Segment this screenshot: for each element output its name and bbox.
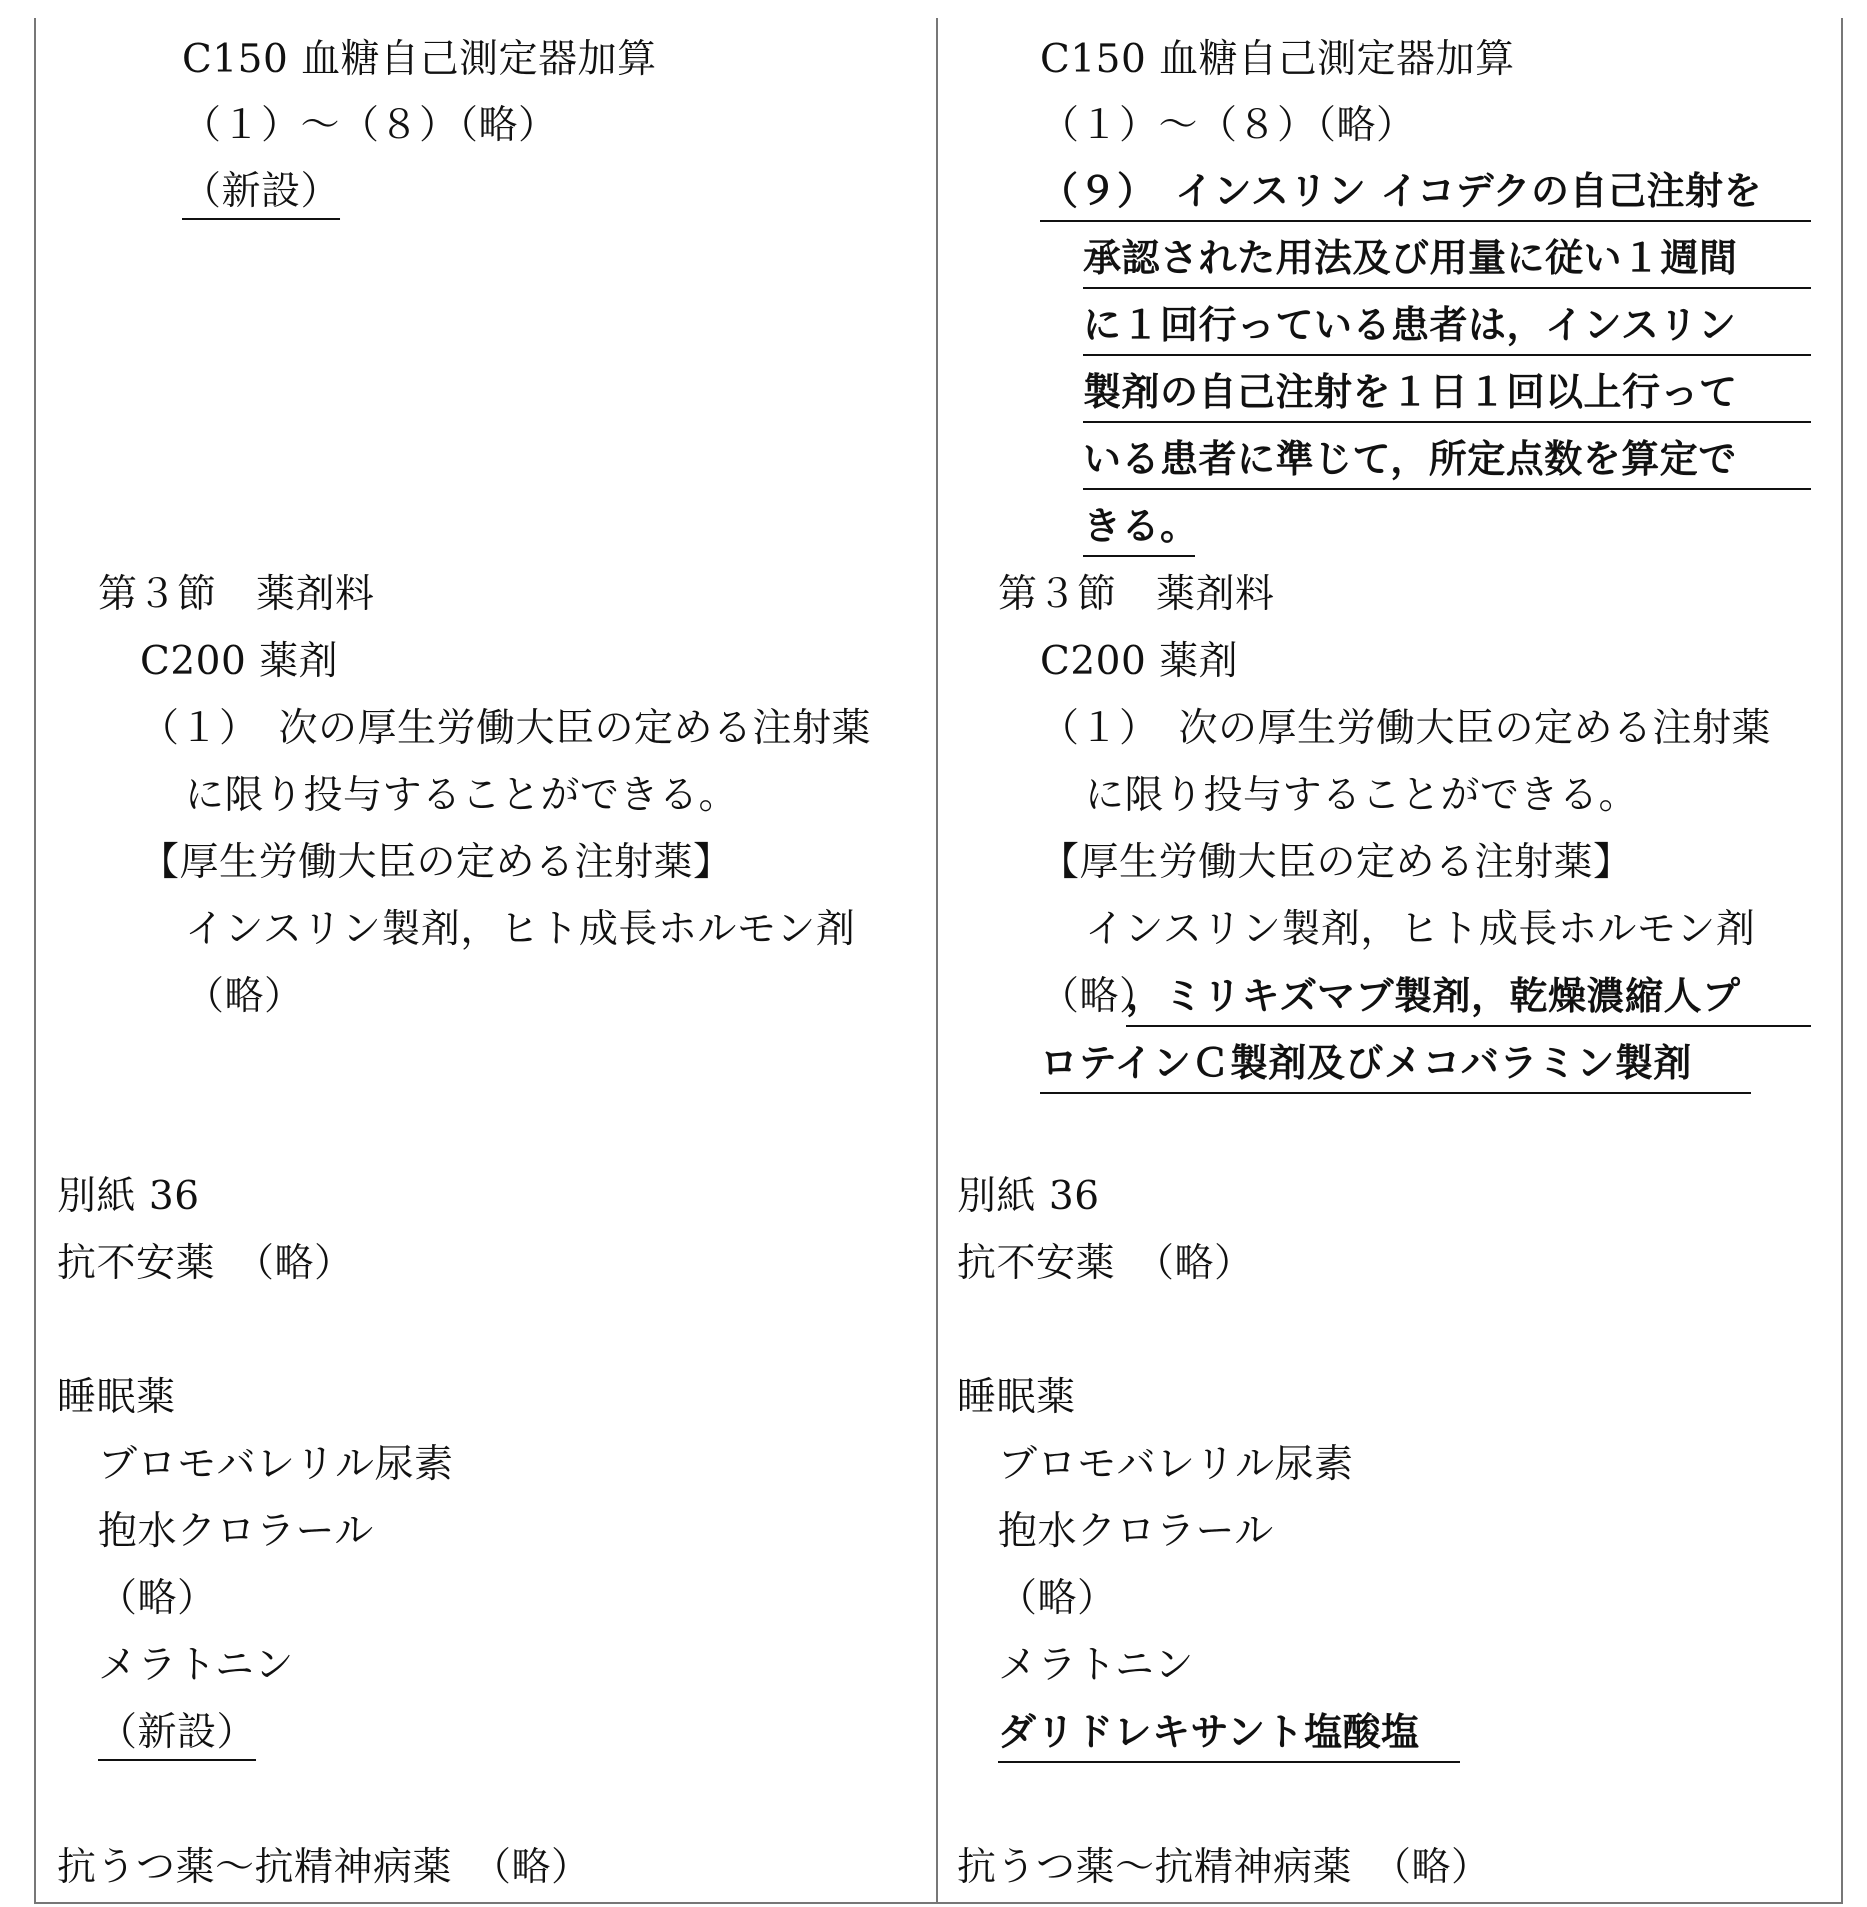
- right-c200-drugs-line3-new: ロテインＣ製剤及びメコバラミン製剤: [1040, 1041, 1692, 1085]
- right-c150-item9-line2: 承認された用法及び用量に従い１週間: [1083, 236, 1738, 280]
- right-hypnotic-2: 抱水クロラール: [998, 1509, 1274, 1554]
- left-hypnotic-2: 抱水クロラール: [98, 1509, 374, 1554]
- left-c150-title: C150 血糖自己測定器加算: [182, 37, 657, 82]
- right-c200-drugs-underline-2: [1040, 1092, 1751, 1094]
- left-c200-drugs-line1: インスリン製剤，ヒト成長ホルモン剤: [185, 907, 856, 952]
- left-hypnotic-3: （略）: [98, 1576, 217, 1621]
- right-c150-item9-line3: に１回行っている患者は，インスリン: [1083, 303, 1737, 347]
- right-hypnotic-title: 睡眠薬: [957, 1375, 1076, 1420]
- right-c150-item9-line6: きる。: [1083, 504, 1199, 548]
- right-anxiolytic: 抗不安薬 （略）: [957, 1241, 1254, 1286]
- right-c200-drugs-line2-new: ，ミリキズマブ製剤，乾燥濃縮人プ: [1126, 974, 1741, 1018]
- right-c200-item1-line1: （１） 次の厚生労働大臣の定める注射薬: [1040, 706, 1772, 751]
- right-c150-item9-line5: いる患者に準じて，所定点数を算定で: [1083, 437, 1737, 481]
- left-c200-bracket: 【厚生労働大臣の定める注射薬】: [140, 840, 733, 885]
- right-c200-title: C200 薬剤: [1040, 639, 1239, 684]
- right-c200-item1-line2: に限り投与することができる。: [1085, 773, 1639, 818]
- right-c150-item9-line1: （９） インスリン イコデクの自己注射を: [1040, 169, 1763, 213]
- right-c150-items: （１）～（８）（略）: [1040, 103, 1416, 148]
- right-c150-item9-underline-6: [1083, 555, 1195, 557]
- left-antidepressant: 抗うつ薬～抗精神病薬 （略）: [57, 1845, 591, 1890]
- left-hypnotic-4: メラトニン: [98, 1643, 294, 1688]
- left-c150-items: （１）～（８）（略）: [182, 103, 558, 148]
- right-hypnotic-4: メラトニン: [998, 1643, 1194, 1688]
- right-antidepressant: 抗うつ薬～抗精神病薬 （略）: [957, 1845, 1491, 1890]
- right-sec3-title: 第３節 薬剤料: [998, 572, 1275, 617]
- left-anxiolytic: 抗不安薬 （略）: [57, 1241, 354, 1286]
- column-divider: [936, 18, 938, 1904]
- right-c150-item9-underline-5: [1083, 488, 1811, 490]
- right-c200-drugs-underline-1: [1126, 1025, 1811, 1027]
- left-c200-item1-line1: （１） 次の厚生労働大臣の定める注射薬: [140, 706, 872, 751]
- right-c150-item9-underline-2: [1083, 287, 1811, 289]
- right-c150-item9-underline-1: [1040, 220, 1811, 222]
- left-sec3-title: 第３節 薬剤料: [98, 572, 375, 617]
- right-hypnotic-new-underline: [998, 1761, 1460, 1763]
- right-c200-drugs-line2-plain: （略）: [1040, 974, 1159, 1019]
- right-c150-item9-underline-3: [1083, 354, 1811, 356]
- right-c200-drugs-line1: インスリン製剤，ヒト成長ホルモン剤: [1085, 907, 1756, 952]
- right-hypnotic-new: ダリドレキサント塩酸塩: [998, 1710, 1420, 1754]
- right-hypnotic-1: ブロモバレリル尿素: [998, 1442, 1354, 1487]
- right-c150-item9-line4: 製剤の自己注射を１日１回以上行って: [1083, 370, 1738, 414]
- right-hypnotic-3: （略）: [998, 1576, 1117, 1621]
- left-hypnotic-1: ブロモバレリル尿素: [98, 1442, 454, 1487]
- left-c150-new: （新設）: [182, 169, 341, 214]
- right-c200-bracket: 【厚生労働大臣の定める注射薬】: [1040, 840, 1633, 885]
- right-c150-item9-underline-4: [1083, 421, 1811, 423]
- left-c200-drugs-line2: （略）: [185, 974, 304, 1019]
- left-hypnotic-new: （新設）: [98, 1710, 257, 1755]
- table-frame: [34, 18, 1843, 1904]
- left-annex-title: 別紙 36: [57, 1174, 200, 1219]
- left-hypnotic-title: 睡眠薬: [57, 1375, 176, 1420]
- left-c200-item1-line2: に限り投与することができる。: [185, 773, 739, 818]
- right-c150-title: C150 血糖自己測定器加算: [1040, 37, 1515, 82]
- left-c200-title: C200 薬剤: [140, 639, 339, 684]
- right-annex-title: 別紙 36: [957, 1174, 1100, 1219]
